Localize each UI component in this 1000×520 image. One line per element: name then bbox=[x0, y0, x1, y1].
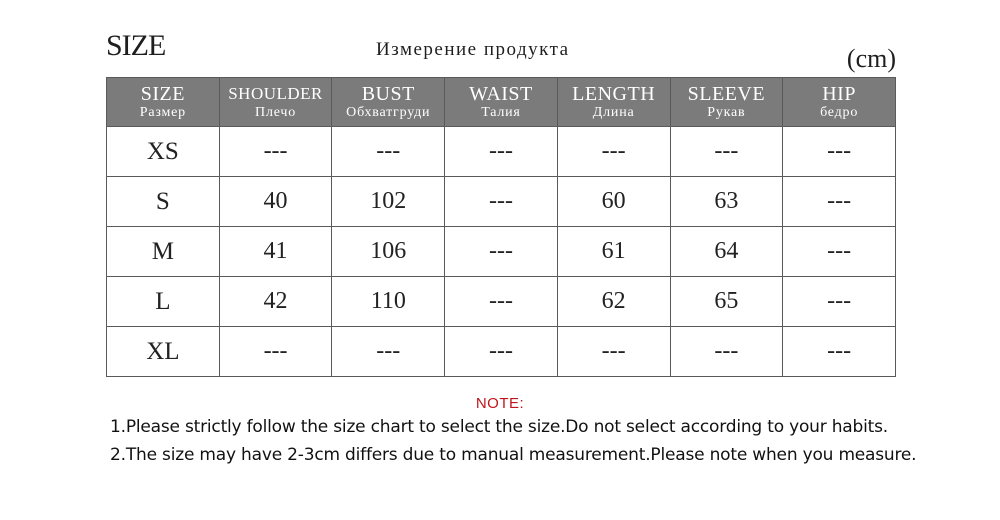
header-sleeve-en: SLEEVE bbox=[687, 83, 766, 105]
header-length-ru: Длина bbox=[592, 105, 635, 120]
cell-bust: 102 bbox=[332, 177, 445, 227]
table-row-xl bbox=[107, 327, 896, 377]
cell-waist: --- bbox=[445, 327, 558, 377]
cell-bust: --- bbox=[332, 327, 445, 377]
header-size-en: SIZE bbox=[140, 83, 185, 105]
note-title: NOTE: bbox=[475, 395, 525, 412]
note-line-2: 2.The size may have 2-3cm differs due to manual measurement.Please note when you measure. bbox=[110, 445, 917, 465]
cell-shoulder: 41 bbox=[219, 227, 332, 277]
cell-length: --- bbox=[557, 327, 670, 377]
cell-bust: --- bbox=[332, 127, 445, 177]
size-chart-table bbox=[106, 77, 896, 377]
cell-length: 62 bbox=[557, 277, 670, 327]
table-row-l bbox=[107, 277, 896, 327]
header-bust-ru: Обхватгруди bbox=[346, 105, 431, 120]
cell-bust: 106 bbox=[332, 227, 445, 277]
header-shoulder-en: SHOULDER bbox=[228, 84, 323, 103]
cell-length: 60 bbox=[557, 177, 670, 227]
cell-hip: --- bbox=[783, 177, 896, 227]
header-shoulder-ru: Плечо bbox=[255, 105, 297, 120]
cell-size: XL bbox=[107, 327, 220, 377]
table-row-s bbox=[107, 177, 896, 227]
cell-shoulder: 40 bbox=[219, 177, 332, 227]
cell-hip: --- bbox=[783, 327, 896, 377]
cell-waist: --- bbox=[445, 177, 558, 227]
cell-size: S bbox=[107, 177, 220, 227]
header-size-ru: Размер bbox=[139, 105, 186, 120]
header-bust-en: BUST bbox=[361, 83, 415, 105]
header-size bbox=[107, 78, 220, 127]
cell-size: M bbox=[107, 227, 220, 277]
header-sleeve-ru: Рукав bbox=[707, 105, 746, 120]
cell-sleeve: --- bbox=[670, 127, 783, 177]
header-row bbox=[107, 78, 896, 127]
product-measurement-title: Измерение продукта bbox=[376, 39, 570, 60]
cell-length: 61 bbox=[557, 227, 670, 277]
header-waist-ru: Талия bbox=[481, 105, 521, 120]
cell-bust: 110 bbox=[332, 277, 445, 327]
table-header bbox=[107, 78, 896, 127]
header-hip-ru: бедро bbox=[820, 105, 859, 120]
cell-size: L bbox=[107, 277, 220, 327]
header-length bbox=[557, 78, 670, 127]
header-waist-en: WAIST bbox=[469, 83, 533, 105]
table-row-xs bbox=[107, 127, 896, 177]
cell-shoulder: 42 bbox=[219, 277, 332, 327]
size-heading: SIZE bbox=[106, 29, 166, 62]
table-row-m bbox=[107, 227, 896, 277]
cell-sleeve: 63 bbox=[670, 177, 783, 227]
header-sleeve bbox=[670, 78, 783, 127]
header-shoulder bbox=[219, 78, 332, 127]
cell-sleeve: --- bbox=[670, 327, 783, 377]
header-length-en: LENGTH bbox=[572, 83, 656, 105]
cell-waist: --- bbox=[445, 127, 558, 177]
cell-waist: --- bbox=[445, 277, 558, 327]
header-waist bbox=[445, 78, 558, 127]
cell-waist: --- bbox=[445, 227, 558, 277]
note-line-1: 1.Please strictly follow the size chart to select the size.Do not select according to your habits. bbox=[110, 417, 888, 437]
cell-length: --- bbox=[557, 127, 670, 177]
cell-size: XS bbox=[107, 127, 220, 177]
cell-shoulder: --- bbox=[219, 327, 332, 377]
cell-sleeve: 64 bbox=[670, 227, 783, 277]
unit-label: (cm) bbox=[846, 44, 896, 73]
header-hip-en: HIP bbox=[822, 83, 856, 105]
header-bust bbox=[332, 78, 445, 127]
table-body bbox=[107, 127, 896, 377]
cell-shoulder: --- bbox=[219, 127, 332, 177]
header-hip bbox=[783, 78, 896, 127]
cell-hip: --- bbox=[783, 227, 896, 277]
cell-hip: --- bbox=[783, 277, 896, 327]
cell-hip: --- bbox=[783, 127, 896, 177]
cell-sleeve: 65 bbox=[670, 277, 783, 327]
